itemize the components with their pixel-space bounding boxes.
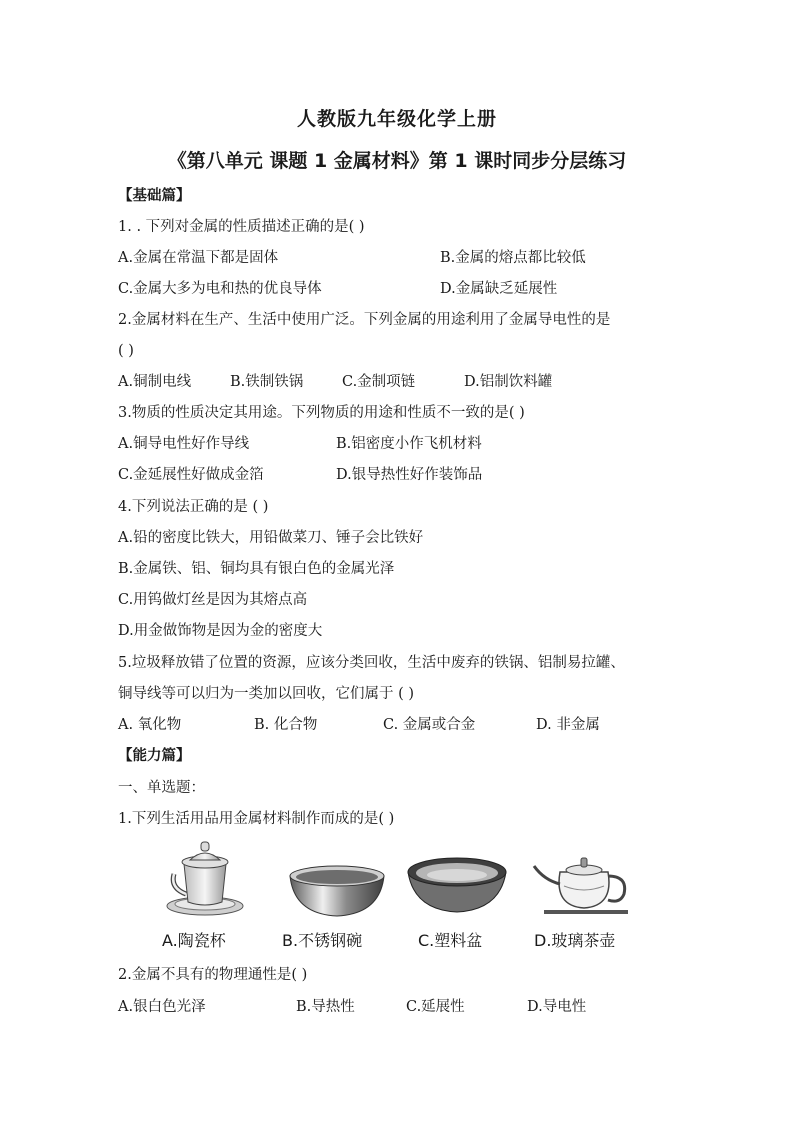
basic-section-heading: 【基础篇】 — [118, 188, 191, 204]
basic-q5-option-d: D. 非金属 — [536, 717, 600, 733]
advanced-q2-option-c: C.延展性 — [406, 999, 465, 1015]
plastic-basin-icon — [402, 836, 512, 926]
basic-q5-option-b: B. 化合物 — [254, 717, 318, 733]
basic-q2-stem-cont: ( ) — [118, 343, 134, 359]
page-subtitle: 《第八单元 课题 1 金属材料》第 1 课时同步分层练习 — [167, 150, 627, 172]
figure-caption-d: D.玻璃茶壶 — [534, 931, 616, 950]
porcelain-cup-icon — [160, 836, 270, 926]
basic-q5-stem: 5.垃圾释放错了位置的资源，应该分类回收，生活中废弃的铁锅、铝制易拉罐、 — [118, 655, 625, 671]
advanced-q2-option-d: D.导电性 — [527, 999, 587, 1015]
basic-q2-option-b: B.铁制铁锅 — [230, 374, 304, 390]
basic-q5-stem-cont: 铜导线等可以归为一类加以回收，它们属于 ( ) — [118, 686, 415, 702]
advanced-q2-stem: 2.金属不具有的物理通性是( ) — [118, 967, 308, 983]
basic-q1-option-d: D.金属缺乏延展性 — [440, 281, 558, 297]
basic-q3-option-b: B.铝密度小作飞机材料 — [336, 436, 482, 452]
basic-q3-option-c: C.金延展性好做成金箔 — [118, 467, 264, 483]
basic-q2-option-a: A.铜制电线 — [118, 374, 192, 390]
basic-q5-option-a: A. 氧化物 — [118, 717, 182, 733]
basic-q4-option-c: C.用钨做灯丝是因为其熔点高 — [118, 592, 308, 608]
figure-caption-b: B.不锈钢碗 — [282, 931, 363, 950]
basic-q4-option-d: D.用金做饰物是因为金的密度大 — [118, 623, 323, 639]
basic-q3-stem: 3.物质的性质决定其用途。下列物质的用途和性质不一致的是( ) — [118, 405, 525, 421]
advanced-part-heading: 一、单选题： — [118, 780, 205, 796]
steel-bowl-icon — [282, 836, 392, 926]
basic-q4-stem: 4.下列说法正确的是 ( ) — [118, 499, 269, 515]
basic-q1-option-a: A.金属在常温下都是固体 — [118, 250, 279, 266]
basic-q3-option-d: D.银导热性好作装饰品 — [336, 467, 483, 483]
glass-teapot-icon — [528, 836, 638, 926]
basic-q1-option-b: B.金属的熔点都比较低 — [440, 250, 586, 266]
advanced-q2-option-b: B.导热性 — [296, 999, 355, 1015]
basic-q2-stem: 2.金属材料在生产、生活中使用广泛。下列金属的用途利用了金属导电性的是 — [118, 312, 611, 328]
advanced-q2-option-a: A.银白色光泽 — [118, 999, 206, 1015]
figure-caption-a: A.陶瓷杯 — [162, 931, 226, 950]
advanced-section-heading: 【能力篇】 — [118, 748, 191, 764]
figure-caption-c: C.塑料盆 — [418, 931, 483, 950]
basic-q4-option-b: B.金属铁、铝、铜均具有银白色的金属光泽 — [118, 561, 395, 577]
basic-q3-option-a: A.铜导电性好作导线 — [118, 436, 250, 452]
advanced-q1-stem: 1.下列生活用品用金属材料制作而成的是( ) — [118, 811, 395, 827]
basic-q1-option-c: C.金属大多为电和热的优良导体 — [118, 281, 322, 297]
basic-q2-option-d: D.铝制饮料罐 — [464, 374, 553, 390]
basic-q4-option-a: A.铅的密度比铁大，用铅做菜刀、锤子会比铁好 — [118, 530, 424, 546]
basic-q1-stem: 1. . 下列对金属的性质描述正确的是( ) — [118, 219, 365, 235]
basic-q5-option-c: C. 金属或合金 — [383, 717, 476, 733]
basic-q2-option-c: C.金制项链 — [342, 374, 416, 390]
page-title: 人教版九年级化学上册 — [296, 108, 497, 130]
